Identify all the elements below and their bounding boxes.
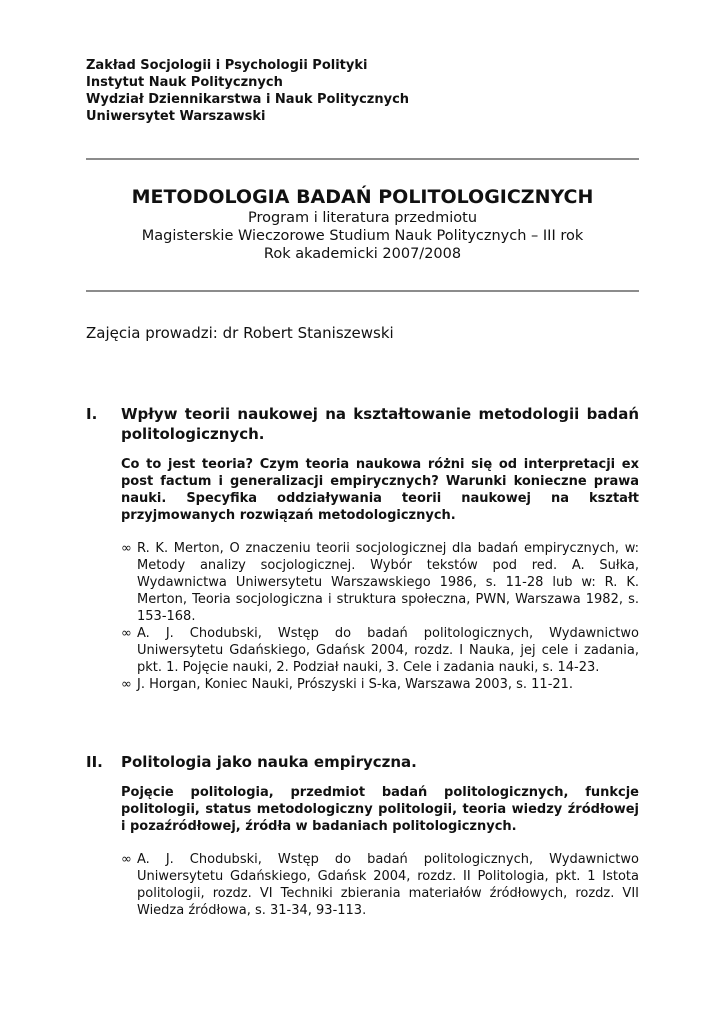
program-name: Magisterskie Wieczorowe Studium Nauk Politycznych – III rok xyxy=(141,228,584,244)
section-description: Co to jest teoria? Czym teoria naukowa różni się od interpretacji ex post factum i generalizacji empirycznych? Warunki konieczne prawa nauki. Specyfika oddziaływania teorii naukowej na kształt przyjmowanych rozwiązań metodologicznych. xyxy=(121,457,639,523)
reference-item xyxy=(121,540,639,625)
section-2 xyxy=(86,752,639,919)
section-heading xyxy=(86,404,639,444)
reference-item xyxy=(121,851,639,919)
section-title: Politologia jako nauka empiryczna. xyxy=(121,753,417,771)
reference-item xyxy=(121,676,639,693)
header-line: Zakład Socjologii i Psychologii Polityki xyxy=(86,58,368,73)
section-1 xyxy=(86,404,639,693)
section-number: I. xyxy=(86,405,98,423)
bottom-divider xyxy=(86,290,639,292)
reference-item xyxy=(121,625,639,676)
section-number: II. xyxy=(86,753,103,771)
reference-list xyxy=(121,851,639,919)
section-description: Pojęcie politologia, przedmiot badań politologicznych, funkcje politologii, status metodologiczny politologii, teoria wiedzy źródłowej i pozaźródłowej, źródła w badaniach politologicznych. xyxy=(121,785,639,834)
section-title: Wpływ teorii naukowej na kształtowanie metodologii badań politologicznych. xyxy=(121,405,639,443)
header-line: Uniwersytet Warszawski xyxy=(86,109,266,124)
academic-year: Rok akademicki 2007/2008 xyxy=(263,246,462,262)
infinity-bullet-icon: ∞ xyxy=(121,626,132,641)
reference-text: J. Horgan, Koniec Nauki, Prószyski i S-ka, Warszawa 2003, s. 11-21. xyxy=(137,677,574,692)
infinity-bullet-icon: ∞ xyxy=(121,541,132,556)
reference-text: A. J. Chodubski, Wstęp do badań politologicznych, Wydawnictwo Uniwersytetu Gdańskiego, Gdańsk 2004, rozdz. I Nauka, jej cele i zadania, pkt. 1. Pojęcie nauki, 2. Podział nauki, 3. Cele i zadania nauki, s. 14-23. xyxy=(137,626,639,675)
reference-text: R. K. Merton, O znaczeniu teorii socjologicznej dla badań empirycznych, w: Metody analizy socjologicznej. Wybór tekstów pod red. A. Sułka, Wydawnictwa Uniwersytetu Warszawskiego 1986, s. 11-28 lub w: R. K. Merton, Teoria socjologiczna i struktura społeczna, PWN, Warszawa 1982, s. 153-168. xyxy=(137,541,639,624)
top-divider xyxy=(86,158,639,160)
institution-header xyxy=(86,57,409,125)
infinity-bullet-icon: ∞ xyxy=(121,677,132,692)
document-subtitle: Program i literatura przedmiotu xyxy=(247,210,478,226)
document-title: METODOLOGIA BADAŃ POLITOLOGICZNYCH xyxy=(131,186,594,208)
header-line: Wydział Dziennikarstwa i Nauk Politycznych xyxy=(86,92,410,107)
title-block xyxy=(86,185,639,263)
header-line: Instytut Nauk Politycznych xyxy=(86,75,283,90)
reference-text: A. J. Chodubski, Wstęp do badań politologicznych, Wydawnictwo Uniwersytetu Gdańskiego, Gdańsk 2004, rozdz. II Politologia, pkt. 1 Istota politologii, rozdz. VI Techniki zbierania materiałów źródłowych, rozdz. VII Wiedza źródłowa, s. 31-34, 93-113. xyxy=(137,852,639,918)
instructor-line: Zajęcia prowadzi: dr Robert Staniszewski xyxy=(86,324,394,342)
section-heading xyxy=(86,752,639,772)
reference-list xyxy=(121,540,639,693)
infinity-bullet-icon: ∞ xyxy=(121,852,132,867)
